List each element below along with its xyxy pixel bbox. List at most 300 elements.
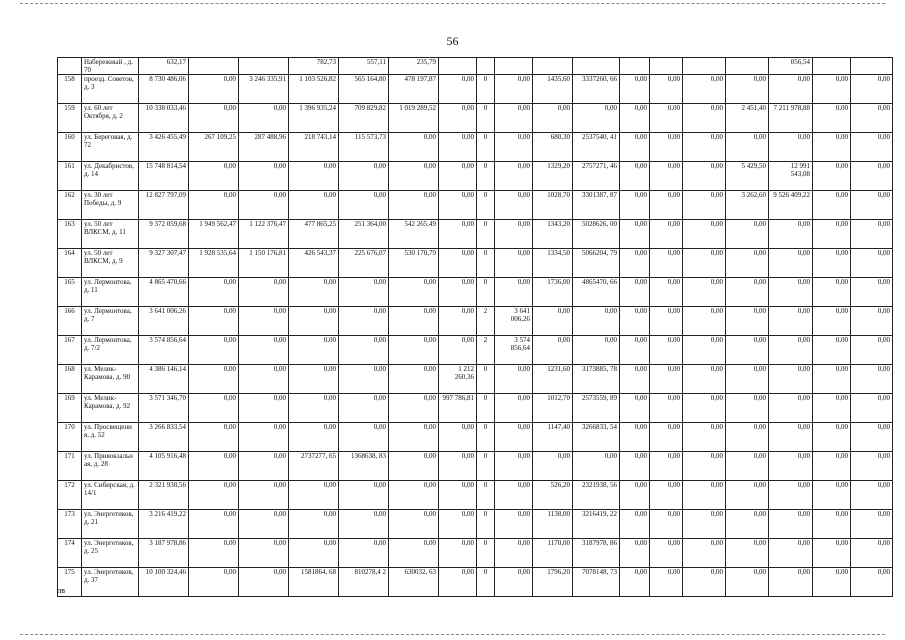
value-cell: 0,00 <box>495 423 533 452</box>
row-number-cell: 162 <box>58 191 82 220</box>
value-cell: 0,00 <box>495 133 533 162</box>
value-cell: 0,00 <box>289 539 339 568</box>
value-cell: 0,00 <box>813 568 851 597</box>
address-cell: ул. 50 лет ВЛКСМ, д. 9 <box>82 249 139 278</box>
value-cell: 9 526 409,22 <box>769 191 813 220</box>
value-cell: 1147,40 <box>533 423 573 452</box>
value-cell: 0,00 <box>620 423 650 452</box>
value-cell: 0,00 <box>813 220 851 249</box>
value-cell: 0,00 <box>239 191 289 220</box>
value-cell: 2757271, 46 <box>573 162 620 191</box>
row-number-cell: 173 <box>58 510 82 539</box>
value-cell: 0,00 <box>726 307 769 336</box>
value-cell: 0,00 <box>189 423 239 452</box>
value-cell: 3 641 006,26 <box>139 307 189 336</box>
value-cell: 1581864, 68 <box>289 568 339 597</box>
value-cell: 0,00 <box>289 510 339 539</box>
value-cell: 0,00 <box>813 278 851 307</box>
table-row <box>58 162 893 191</box>
value-cell: 0,00 <box>683 220 726 249</box>
row-number-cell: 170 <box>58 423 82 452</box>
value-cell: 0,00 <box>239 307 289 336</box>
value-cell <box>851 58 893 75</box>
value-cell: 0,00 <box>389 510 439 539</box>
value-cell: 0,00 <box>683 365 726 394</box>
value-cell: 0,00 <box>620 481 650 510</box>
table-row <box>58 481 893 510</box>
value-cell: 0,00 <box>439 336 477 365</box>
count-cell: 0 <box>477 510 495 539</box>
value-cell: 0,00 <box>851 191 893 220</box>
value-cell: 0,00 <box>339 336 389 365</box>
value-cell: 225 676,07 <box>339 249 389 278</box>
value-cell: 0,00 <box>769 423 813 452</box>
value-cell: 0,00 <box>439 481 477 510</box>
value-cell: 0,00 <box>439 220 477 249</box>
value-cell: 0,00 <box>769 75 813 104</box>
value-cell: 12 827 797,09 <box>139 191 189 220</box>
row-number-cell: 163 <box>58 220 82 249</box>
count-cell: 0 <box>477 568 495 597</box>
value-cell: 0,00 <box>495 75 533 104</box>
value-cell: 0,00 <box>620 539 650 568</box>
value-cell: 0,00 <box>339 278 389 307</box>
value-cell: 0,00 <box>650 336 683 365</box>
value-cell <box>495 58 533 75</box>
value-cell: 0,00 <box>620 394 650 423</box>
value-cell: 0,00 <box>239 539 289 568</box>
value-cell: 1012,70 <box>533 394 573 423</box>
value-cell: 0,00 <box>339 191 389 220</box>
value-cell <box>726 58 769 75</box>
value-cell: 0,00 <box>620 336 650 365</box>
value-cell: 0,00 <box>650 539 683 568</box>
value-cell: 0,00 <box>683 133 726 162</box>
value-cell: 0,00 <box>189 539 239 568</box>
value-cell: 0,00 <box>813 481 851 510</box>
value-cell: 0,00 <box>620 510 650 539</box>
value-cell: 0,00 <box>683 423 726 452</box>
value-cell: 2 321 938,56 <box>139 481 189 510</box>
value-cell <box>683 58 726 75</box>
address-cell: ул. Лермонтова, д. 7/2 <box>82 336 139 365</box>
value-cell <box>620 58 650 75</box>
value-cell: 3173885, 78 <box>573 365 620 394</box>
value-cell: 526,20 <box>533 481 573 510</box>
value-cell: 0,00 <box>389 365 439 394</box>
value-cell: 0,00 <box>573 336 620 365</box>
table-row <box>58 423 893 452</box>
address-cell: ул. Береговая, д. 72 <box>82 133 139 162</box>
count-cell: 2 <box>477 307 495 336</box>
value-cell: 0,00 <box>769 510 813 539</box>
value-cell: 0,00 <box>573 452 620 481</box>
table-row <box>58 539 893 568</box>
value-cell: 0,00 <box>620 162 650 191</box>
value-cell: 1334,50 <box>533 249 573 278</box>
value-cell: 0,00 <box>851 423 893 452</box>
value-cell: 0,00 <box>239 481 289 510</box>
value-cell: 115 573,73 <box>339 133 389 162</box>
value-cell: 0,00 <box>813 336 851 365</box>
value-cell: 5028626, 00 <box>573 220 620 249</box>
value-cell: 0,00 <box>389 133 439 162</box>
value-cell: 0,00 <box>289 336 339 365</box>
value-cell: 0,00 <box>495 191 533 220</box>
value-cell: 0,00 <box>289 191 339 220</box>
value-cell: 0,00 <box>726 568 769 597</box>
value-cell: 0,00 <box>620 191 650 220</box>
value-cell: 2737277, 65 <box>289 452 339 481</box>
table-row <box>58 249 893 278</box>
address-cell: ул. 60 лет Октября, д. 2 <box>82 104 139 133</box>
value-cell: 0,00 <box>650 568 683 597</box>
value-cell: 1796,20 <box>533 568 573 597</box>
value-cell: 3 574 856,64 <box>495 336 533 365</box>
value-cell: 1 150 176,81 <box>239 249 289 278</box>
value-cell: 0,00 <box>620 75 650 104</box>
value-cell: 0,00 <box>726 394 769 423</box>
address-cell: ул. Лермонтова, д. 7 <box>82 307 139 336</box>
value-cell: 0,00 <box>726 365 769 394</box>
value-cell: 8 730 486,06 <box>139 75 189 104</box>
row-number-cell: 166 <box>58 307 82 336</box>
value-cell: 0,00 <box>239 104 289 133</box>
value-cell: 0,00 <box>495 278 533 307</box>
value-cell: 0,00 <box>650 452 683 481</box>
value-cell: 3 641 006,26 <box>495 307 533 336</box>
value-cell: 0,00 <box>851 510 893 539</box>
value-cell: 251 364,00 <box>339 220 389 249</box>
table-row <box>58 191 893 220</box>
value-cell: 0,00 <box>851 539 893 568</box>
value-cell: 0,00 <box>851 568 893 597</box>
value-cell: 0,00 <box>573 307 620 336</box>
value-cell: 5 429,50 <box>726 162 769 191</box>
row-number-cell: 160 <box>58 133 82 162</box>
value-cell: 0,00 <box>813 191 851 220</box>
value-cell <box>573 58 620 75</box>
value-cell: 0,00 <box>683 162 726 191</box>
value-cell: 0,00 <box>683 394 726 423</box>
value-cell: 0,00 <box>851 162 893 191</box>
value-cell: 0,00 <box>813 539 851 568</box>
address-cell: ул. Сибирская, д. 14/1 <box>82 481 139 510</box>
value-cell: 3 574 856,64 <box>139 336 189 365</box>
table-row <box>58 307 893 336</box>
row-number-cell: 175 <box>58 568 82 597</box>
value-cell: 630032, 63 <box>389 568 439 597</box>
value-cell: 0,00 <box>495 162 533 191</box>
value-cell: 0,00 <box>769 336 813 365</box>
value-cell: 1170,00 <box>533 539 573 568</box>
value-cell: 9 327 307,47 <box>139 249 189 278</box>
value-cell: 4 865 470,66 <box>139 278 189 307</box>
value-cell: 0,00 <box>650 249 683 278</box>
table-row <box>58 365 893 394</box>
value-cell: 0,00 <box>769 481 813 510</box>
value-cell: 810278,4 2 <box>339 568 389 597</box>
value-cell: 0,00 <box>339 539 389 568</box>
value-cell: 557,11 <box>339 58 389 75</box>
value-cell: 0,00 <box>189 336 239 365</box>
table-row <box>58 568 893 597</box>
value-cell: 0,00 <box>851 452 893 481</box>
value-cell: 0,00 <box>683 481 726 510</box>
value-cell: 2 451,40 <box>726 104 769 133</box>
value-cell: 0,00 <box>769 249 813 278</box>
value-cell: 0,00 <box>189 162 239 191</box>
value-cell: 0,00 <box>495 481 533 510</box>
value-cell: 0,00 <box>495 104 533 133</box>
value-cell: 0,00 <box>189 510 239 539</box>
data-table <box>57 57 893 597</box>
count-cell: 0 <box>477 191 495 220</box>
count-cell: 0 <box>477 220 495 249</box>
value-cell: 0,00 <box>620 249 650 278</box>
value-cell: 0,00 <box>439 423 477 452</box>
value-cell: 0,00 <box>650 510 683 539</box>
value-cell: 0,00 <box>813 133 851 162</box>
value-cell: 0,00 <box>650 365 683 394</box>
address-cell: проезд. Советов, д. 3 <box>82 75 139 104</box>
value-cell: 0,00 <box>726 510 769 539</box>
value-cell: 287 488,96 <box>239 133 289 162</box>
value-cell: 0,00 <box>851 394 893 423</box>
value-cell: 0,00 <box>726 220 769 249</box>
row-number-cell: 171 <box>58 452 82 481</box>
value-cell <box>813 58 851 75</box>
value-cell: 0,00 <box>726 452 769 481</box>
count-cell: 0 <box>477 539 495 568</box>
value-cell: 1138,00 <box>533 510 573 539</box>
value-cell: 0,00 <box>189 481 239 510</box>
value-cell: 1 396 935,24 <box>289 104 339 133</box>
value-cell: 0,00 <box>339 162 389 191</box>
value-cell: 0,00 <box>439 510 477 539</box>
value-cell: 0,00 <box>533 452 573 481</box>
count-cell: 2 <box>477 336 495 365</box>
value-cell: 7 211 978,88 <box>769 104 813 133</box>
value-cell: 0,00 <box>726 423 769 452</box>
value-cell: 10 338 033,46 <box>139 104 189 133</box>
table-row <box>58 133 893 162</box>
value-cell: 0,00 <box>620 452 650 481</box>
value-cell: 7078148, 73 <box>573 568 620 597</box>
value-cell: 0,00 <box>650 394 683 423</box>
value-cell: 0,00 <box>533 104 573 133</box>
value-cell: 0,00 <box>439 278 477 307</box>
count-cell: 0 <box>477 162 495 191</box>
table-body <box>58 58 893 597</box>
value-cell: 0,00 <box>851 220 893 249</box>
value-cell: 0,00 <box>495 394 533 423</box>
count-cell: 0 <box>477 452 495 481</box>
value-cell: 0,00 <box>439 539 477 568</box>
count-cell: 0 <box>477 104 495 133</box>
value-cell: 0,00 <box>683 104 726 133</box>
value-cell <box>189 58 239 75</box>
value-cell <box>533 58 573 75</box>
value-cell: 2537540, 41 <box>573 133 620 162</box>
value-cell: 3 216 419,22 <box>139 510 189 539</box>
table-row <box>58 336 893 365</box>
value-cell: 0,00 <box>339 510 389 539</box>
value-cell: 0,00 <box>389 481 439 510</box>
value-cell: 0,00 <box>650 133 683 162</box>
value-cell: 1 928 535,64 <box>189 249 239 278</box>
value-cell: 1343,20 <box>533 220 573 249</box>
value-cell: 0,00 <box>726 75 769 104</box>
value-cell: 0,00 <box>189 394 239 423</box>
value-cell: 0,00 <box>289 307 339 336</box>
address-cell: ул. Лермонтова, д. 11 <box>82 278 139 307</box>
value-cell: 3216419, 22 <box>573 510 620 539</box>
value-cell: 0,00 <box>769 220 813 249</box>
value-cell: 0,00 <box>189 568 239 597</box>
value-cell: 0,00 <box>851 481 893 510</box>
value-cell: 0,00 <box>813 307 851 336</box>
value-cell: 0,00 <box>495 539 533 568</box>
address-cell: ул. 30 лет Победы, д. 9 <box>82 191 139 220</box>
value-cell: 0,00 <box>439 307 477 336</box>
value-cell: 0,00 <box>769 307 813 336</box>
row-number-cell: 159 <box>58 104 82 133</box>
value-cell: 0,00 <box>769 568 813 597</box>
row-number-cell: 172 <box>58 481 82 510</box>
address-cell: ул. Мелик-Карамова, д. 92 <box>82 394 139 423</box>
value-cell: 0,00 <box>726 481 769 510</box>
value-cell: 9 372 059,68 <box>139 220 189 249</box>
value-cell: 632,17 <box>139 58 189 75</box>
value-cell: 426 543,37 <box>289 249 339 278</box>
value-cell: 0,00 <box>389 307 439 336</box>
value-cell: 0,00 <box>389 278 439 307</box>
value-cell: 0,00 <box>495 249 533 278</box>
value-cell: 0,00 <box>289 365 339 394</box>
count-cell: 0 <box>477 133 495 162</box>
row-number-cell: 158 <box>58 75 82 104</box>
value-cell: 782,73 <box>289 58 339 75</box>
value-cell: 0,00 <box>189 104 239 133</box>
table-row <box>58 75 893 104</box>
value-cell: 0,00 <box>683 307 726 336</box>
value-cell: 0,00 <box>389 423 439 452</box>
value-cell: 1028,70 <box>533 191 573 220</box>
value-cell: 0,00 <box>339 365 389 394</box>
count-cell: 0 <box>477 249 495 278</box>
value-cell: 0,00 <box>851 75 893 104</box>
address-cell: ул. Энергетиков, д. 21 <box>82 510 139 539</box>
value-cell: 0,00 <box>289 162 339 191</box>
value-cell: 3 426 455,49 <box>139 133 189 162</box>
value-cell: 3301387, 87 <box>573 191 620 220</box>
table-row <box>58 220 893 249</box>
page-number: 56 <box>446 34 459 48</box>
value-cell: 478 197,87 <box>389 75 439 104</box>
value-cell: 0,00 <box>683 278 726 307</box>
value-cell: 0,00 <box>726 133 769 162</box>
table-row <box>58 510 893 539</box>
value-cell: 0,00 <box>239 162 289 191</box>
value-cell: 0,00 <box>851 365 893 394</box>
count-cell: 0 <box>477 75 495 104</box>
value-cell: 10 100 324,46 <box>139 568 189 597</box>
address-cell: ул. Декабристов, д. 14 <box>82 162 139 191</box>
value-cell: 0,00 <box>620 568 650 597</box>
value-cell: 0,00 <box>239 394 289 423</box>
value-cell: 4 386 146,14 <box>139 365 189 394</box>
count-cell <box>477 58 495 75</box>
value-cell <box>439 58 477 75</box>
value-cell: 0,00 <box>620 365 650 394</box>
value-cell: 997 786,81 <box>439 394 477 423</box>
value-cell: 0,00 <box>650 162 683 191</box>
value-cell: 0,00 <box>533 307 573 336</box>
value-cell: 0,00 <box>620 104 650 133</box>
value-cell: 0,00 <box>389 191 439 220</box>
value-cell: 0,00 <box>289 481 339 510</box>
value-cell: 0,00 <box>769 133 813 162</box>
value-cell: 0,00 <box>439 568 477 597</box>
address-cell: Набережный , д. 70 <box>82 58 139 75</box>
value-cell: 0,00 <box>851 104 893 133</box>
value-cell: 0,00 <box>239 510 289 539</box>
value-cell: 0,00 <box>813 394 851 423</box>
value-cell: 0,00 <box>620 220 650 249</box>
value-cell: 1 103 526,82 <box>289 75 339 104</box>
value-cell: 0,00 <box>650 191 683 220</box>
row-number-cell <box>58 58 82 75</box>
value-cell: 3187978, 86 <box>573 539 620 568</box>
scan-bottom-edge <box>20 634 885 635</box>
value-cell: 0,00 <box>495 365 533 394</box>
value-cell: 0,00 <box>650 220 683 249</box>
value-cell: 0,00 <box>439 249 477 278</box>
value-cell: 0,00 <box>339 481 389 510</box>
value-cell: 0,00 <box>389 394 439 423</box>
value-cell: 0,00 <box>683 539 726 568</box>
address-cell: ул. Мелик-Карамова, д. 90 <box>82 365 139 394</box>
value-cell: 15 748 814,54 <box>139 162 189 191</box>
value-cell: 0,00 <box>813 423 851 452</box>
value-cell: 12 991 543,08 <box>769 162 813 191</box>
value-cell: 0,00 <box>726 539 769 568</box>
value-cell: 3 187 978,86 <box>139 539 189 568</box>
value-cell: 709 829,82 <box>339 104 389 133</box>
value-cell: 0,00 <box>650 307 683 336</box>
value-cell: 0,00 <box>573 104 620 133</box>
address-cell: ул. Просвещени я, д. 52 <box>82 423 139 452</box>
value-cell: 0,00 <box>439 133 477 162</box>
value-cell: 0,00 <box>851 336 893 365</box>
value-cell: 0,00 <box>239 365 289 394</box>
value-cell: 0,00 <box>239 336 289 365</box>
value-cell: 4 105 916,48 <box>139 452 189 481</box>
value-cell: 680,30 <box>533 133 573 162</box>
value-cell: 0,00 <box>726 278 769 307</box>
value-cell: 0,00 <box>289 423 339 452</box>
row-number-cell: 161 <box>58 162 82 191</box>
value-cell: 0,00 <box>650 481 683 510</box>
value-cell: 0,00 <box>189 365 239 394</box>
value-cell: 0,00 <box>851 307 893 336</box>
value-cell: 1231,60 <box>533 365 573 394</box>
value-cell: 0,00 <box>683 191 726 220</box>
value-cell: 0,00 <box>239 568 289 597</box>
value-cell: 0,00 <box>189 307 239 336</box>
value-cell: 0,00 <box>189 75 239 104</box>
